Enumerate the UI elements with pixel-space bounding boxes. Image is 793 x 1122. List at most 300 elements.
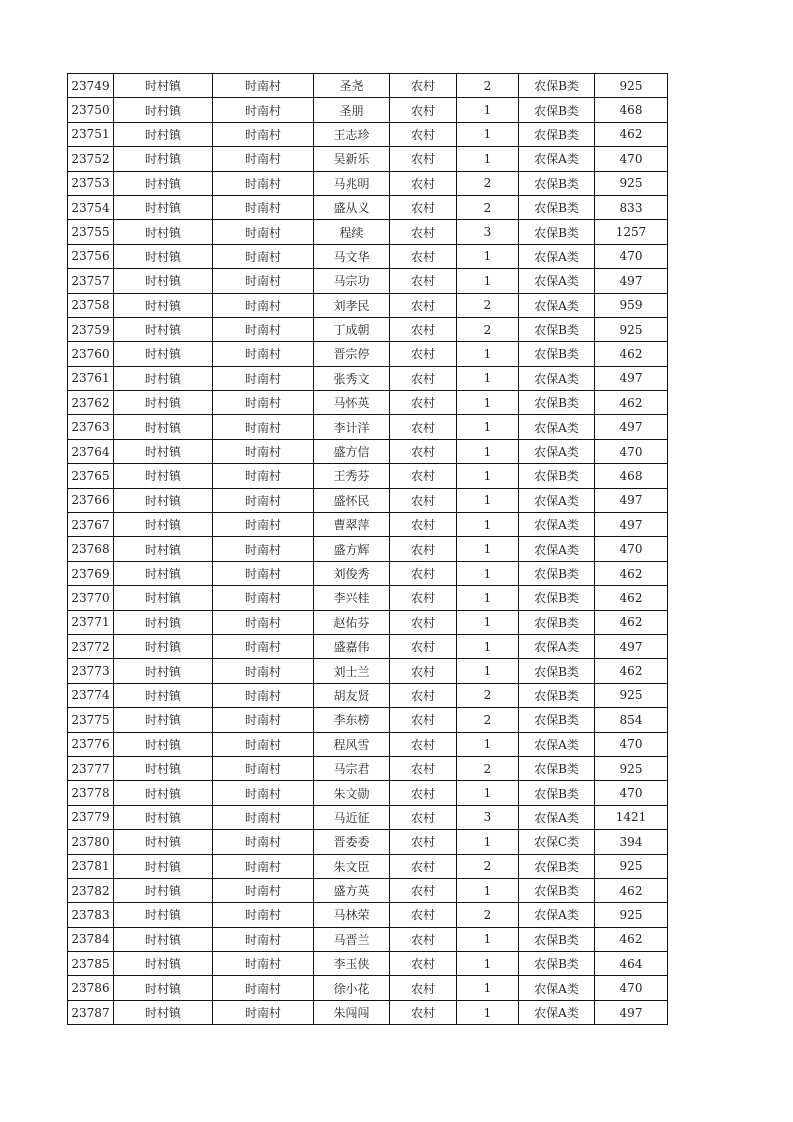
amount-cell: 497 — [595, 366, 668, 390]
person-name-cell: 马宗功 — [314, 269, 390, 293]
amount-cell: 1257 — [595, 220, 668, 244]
amount-cell: 462 — [595, 659, 668, 683]
member-count-cell: 2 — [457, 903, 519, 927]
household-type-cell: 农村 — [390, 976, 457, 1000]
town-cell: 时村镇 — [114, 220, 213, 244]
amount-cell: 497 — [595, 269, 668, 293]
record-id-cell: 23752 — [68, 147, 114, 171]
record-id-cell: 23760 — [68, 342, 114, 366]
town-cell: 时村镇 — [114, 171, 213, 195]
amount-cell: 925 — [595, 854, 668, 878]
person-name-cell: 程续 — [314, 220, 390, 244]
town-cell: 时村镇 — [114, 732, 213, 756]
household-type-cell: 农村 — [390, 122, 457, 146]
member-count-cell: 1 — [457, 513, 519, 537]
household-type-cell: 农村 — [390, 317, 457, 341]
town-cell: 时村镇 — [114, 927, 213, 951]
town-cell: 时村镇 — [114, 244, 213, 268]
town-cell: 时村镇 — [114, 391, 213, 415]
record-id-cell: 23765 — [68, 464, 114, 488]
table-row — [68, 976, 668, 1000]
member-count-cell: 2 — [457, 708, 519, 732]
town-cell: 时村镇 — [114, 74, 213, 98]
member-count-cell: 1 — [457, 878, 519, 902]
amount-cell: 470 — [595, 781, 668, 805]
insurance-category-cell: 农保B类 — [519, 708, 595, 732]
record-id-cell: 23780 — [68, 830, 114, 854]
insurance-category-cell: 农保A类 — [519, 805, 595, 829]
member-count-cell: 1 — [457, 439, 519, 463]
record-id-cell: 23778 — [68, 781, 114, 805]
household-type-cell: 农村 — [390, 537, 457, 561]
village-cell: 时南村 — [213, 708, 314, 732]
insurance-category-cell: 农保B类 — [519, 317, 595, 341]
record-id-cell: 23769 — [68, 561, 114, 585]
town-cell: 时村镇 — [114, 634, 213, 658]
member-count-cell: 1 — [457, 391, 519, 415]
table-row — [68, 952, 668, 976]
household-type-cell: 农村 — [390, 98, 457, 122]
village-cell: 时南村 — [213, 513, 314, 537]
person-name-cell: 徐小花 — [314, 976, 390, 1000]
household-type-cell: 农村 — [390, 171, 457, 195]
person-name-cell: 赵佑芬 — [314, 610, 390, 634]
member-count-cell: 1 — [457, 634, 519, 658]
town-cell: 时村镇 — [114, 147, 213, 171]
household-type-cell: 农村 — [390, 366, 457, 390]
insurance-category-cell: 农保A类 — [519, 732, 595, 756]
member-count-cell: 2 — [457, 756, 519, 780]
table-row — [68, 171, 668, 195]
record-id-cell: 23787 — [68, 1000, 114, 1024]
town-cell: 时村镇 — [114, 561, 213, 585]
table-row — [68, 147, 668, 171]
household-type-cell: 农村 — [390, 488, 457, 512]
village-cell: 时南村 — [213, 220, 314, 244]
village-cell: 时南村 — [213, 464, 314, 488]
town-cell: 时村镇 — [114, 708, 213, 732]
record-id-cell: 23777 — [68, 756, 114, 780]
amount-cell: 925 — [595, 903, 668, 927]
town-cell: 时村镇 — [114, 952, 213, 976]
insurance-category-cell: 农保B类 — [519, 74, 595, 98]
household-type-cell: 农村 — [390, 878, 457, 902]
amount-cell: 925 — [595, 683, 668, 707]
household-type-cell: 农村 — [390, 195, 457, 219]
village-cell: 时南村 — [213, 415, 314, 439]
record-id-cell: 23762 — [68, 391, 114, 415]
household-type-cell: 农村 — [390, 781, 457, 805]
person-name-cell: 朱文臣 — [314, 854, 390, 878]
person-name-cell: 程风雪 — [314, 732, 390, 756]
household-type-cell: 农村 — [390, 659, 457, 683]
member-count-cell: 1 — [457, 269, 519, 293]
table-row — [68, 391, 668, 415]
town-cell: 时村镇 — [114, 415, 213, 439]
town-cell: 时村镇 — [114, 659, 213, 683]
amount-cell: 462 — [595, 342, 668, 366]
town-cell: 时村镇 — [114, 293, 213, 317]
person-name-cell: 马林荣 — [314, 903, 390, 927]
table-row — [68, 708, 668, 732]
person-name-cell: 王志珍 — [314, 122, 390, 146]
household-type-cell: 农村 — [390, 561, 457, 585]
insurance-category-cell: 农保A类 — [519, 439, 595, 463]
record-id-cell: 23786 — [68, 976, 114, 1000]
insurance-category-cell: 农保B类 — [519, 878, 595, 902]
person-name-cell: 晋委委 — [314, 830, 390, 854]
record-id-cell: 23774 — [68, 683, 114, 707]
member-count-cell: 3 — [457, 220, 519, 244]
village-cell: 时南村 — [213, 732, 314, 756]
village-cell: 时南村 — [213, 903, 314, 927]
village-cell: 时南村 — [213, 756, 314, 780]
table-row — [68, 98, 668, 122]
household-type-cell: 农村 — [390, 805, 457, 829]
household-type-cell: 农村 — [390, 927, 457, 951]
table-row — [68, 342, 668, 366]
village-cell: 时南村 — [213, 830, 314, 854]
table-row — [68, 366, 668, 390]
amount-cell: 462 — [595, 561, 668, 585]
household-type-cell: 农村 — [390, 391, 457, 415]
person-name-cell: 张秀文 — [314, 366, 390, 390]
records-table-body — [68, 74, 668, 1025]
record-id-cell: 23772 — [68, 634, 114, 658]
member-count-cell: 2 — [457, 195, 519, 219]
record-id-cell: 23784 — [68, 927, 114, 951]
member-count-cell: 1 — [457, 488, 519, 512]
record-id-cell: 23766 — [68, 488, 114, 512]
town-cell: 时村镇 — [114, 1000, 213, 1024]
insurance-category-cell: 农保C类 — [519, 830, 595, 854]
insurance-category-cell: 农保B类 — [519, 610, 595, 634]
village-cell: 时南村 — [213, 634, 314, 658]
amount-cell: 468 — [595, 98, 668, 122]
table-row — [68, 488, 668, 512]
amount-cell: 470 — [595, 976, 668, 1000]
person-name-cell: 王秀芬 — [314, 464, 390, 488]
member-count-cell: 1 — [457, 781, 519, 805]
amount-cell: 462 — [595, 878, 668, 902]
amount-cell: 497 — [595, 415, 668, 439]
amount-cell: 470 — [595, 244, 668, 268]
person-name-cell: 盛方英 — [314, 878, 390, 902]
record-id-cell: 23781 — [68, 854, 114, 878]
amount-cell: 925 — [595, 74, 668, 98]
amount-cell: 1421 — [595, 805, 668, 829]
person-name-cell: 李兴桂 — [314, 586, 390, 610]
household-type-cell: 农村 — [390, 415, 457, 439]
member-count-cell: 1 — [457, 1000, 519, 1024]
member-count-cell: 2 — [457, 683, 519, 707]
table-row — [68, 317, 668, 341]
person-name-cell: 李玉侠 — [314, 952, 390, 976]
member-count-cell: 1 — [457, 561, 519, 585]
amount-cell: 497 — [595, 1000, 668, 1024]
person-name-cell: 刘俊秀 — [314, 561, 390, 585]
amount-cell: 497 — [595, 513, 668, 537]
record-id-cell: 23770 — [68, 586, 114, 610]
person-name-cell: 马怀英 — [314, 391, 390, 415]
amount-cell: 462 — [595, 122, 668, 146]
amount-cell: 462 — [595, 586, 668, 610]
village-cell: 时南村 — [213, 98, 314, 122]
member-count-cell: 1 — [457, 342, 519, 366]
village-cell: 时南村 — [213, 269, 314, 293]
table-row — [68, 195, 668, 219]
table-row — [68, 732, 668, 756]
household-type-cell: 农村 — [390, 147, 457, 171]
table-row — [68, 513, 668, 537]
insurance-category-cell: 农保A类 — [519, 415, 595, 439]
person-name-cell: 晋宗停 — [314, 342, 390, 366]
table-row — [68, 244, 668, 268]
amount-cell: 854 — [595, 708, 668, 732]
insurance-category-cell: 农保B类 — [519, 220, 595, 244]
household-type-cell: 农村 — [390, 244, 457, 268]
village-cell: 时南村 — [213, 171, 314, 195]
insurance-category-cell: 农保A类 — [519, 903, 595, 927]
person-name-cell: 圣朋 — [314, 98, 390, 122]
person-name-cell: 马近征 — [314, 805, 390, 829]
member-count-cell: 1 — [457, 830, 519, 854]
insurance-category-cell: 农保A类 — [519, 488, 595, 512]
record-id-cell: 23779 — [68, 805, 114, 829]
town-cell: 时村镇 — [114, 903, 213, 927]
village-cell: 时南村 — [213, 342, 314, 366]
village-cell: 时南村 — [213, 293, 314, 317]
town-cell: 时村镇 — [114, 683, 213, 707]
record-id-cell: 23768 — [68, 537, 114, 561]
insurance-category-cell: 农保B类 — [519, 854, 595, 878]
person-name-cell: 盛方辉 — [314, 537, 390, 561]
person-name-cell: 朱闯闯 — [314, 1000, 390, 1024]
record-id-cell: 23757 — [68, 269, 114, 293]
record-id-cell: 23751 — [68, 122, 114, 146]
table-row — [68, 805, 668, 829]
village-cell: 时南村 — [213, 74, 314, 98]
insurance-category-cell: 农保A类 — [519, 1000, 595, 1024]
amount-cell: 394 — [595, 830, 668, 854]
member-count-cell: 1 — [457, 586, 519, 610]
amount-cell: 925 — [595, 171, 668, 195]
record-id-cell: 23773 — [68, 659, 114, 683]
table-row — [68, 659, 668, 683]
household-type-cell: 农村 — [390, 1000, 457, 1024]
person-name-cell: 盛怀民 — [314, 488, 390, 512]
person-name-cell: 吴新乐 — [314, 147, 390, 171]
village-cell: 时南村 — [213, 805, 314, 829]
household-type-cell: 农村 — [390, 634, 457, 658]
record-id-cell: 23783 — [68, 903, 114, 927]
town-cell: 时村镇 — [114, 195, 213, 219]
household-type-cell: 农村 — [390, 74, 457, 98]
household-type-cell: 农村 — [390, 756, 457, 780]
town-cell: 时村镇 — [114, 269, 213, 293]
town-cell: 时村镇 — [114, 342, 213, 366]
table-row — [68, 293, 668, 317]
village-cell: 时南村 — [213, 586, 314, 610]
household-type-cell: 农村 — [390, 513, 457, 537]
household-type-cell: 农村 — [390, 854, 457, 878]
amount-cell: 464 — [595, 952, 668, 976]
village-cell: 时南村 — [213, 878, 314, 902]
amount-cell: 470 — [595, 732, 668, 756]
amount-cell: 470 — [595, 537, 668, 561]
amount-cell: 497 — [595, 634, 668, 658]
amount-cell: 925 — [595, 317, 668, 341]
household-type-cell: 农村 — [390, 732, 457, 756]
table-row — [68, 878, 668, 902]
record-id-cell: 23758 — [68, 293, 114, 317]
amount-cell: 468 — [595, 464, 668, 488]
amount-cell: 833 — [595, 195, 668, 219]
town-cell: 时村镇 — [114, 464, 213, 488]
town-cell: 时村镇 — [114, 586, 213, 610]
member-count-cell: 2 — [457, 854, 519, 878]
town-cell: 时村镇 — [114, 781, 213, 805]
household-type-cell: 农村 — [390, 952, 457, 976]
record-id-cell: 23750 — [68, 98, 114, 122]
person-name-cell: 刘士兰 — [314, 659, 390, 683]
town-cell: 时村镇 — [114, 805, 213, 829]
member-count-cell: 1 — [457, 927, 519, 951]
table-row — [68, 561, 668, 585]
table-row — [68, 830, 668, 854]
amount-cell: 959 — [595, 293, 668, 317]
village-cell: 时南村 — [213, 244, 314, 268]
table-row — [68, 781, 668, 805]
insurance-category-cell: 农保B类 — [519, 391, 595, 415]
amount-cell: 470 — [595, 147, 668, 171]
amount-cell: 462 — [595, 391, 668, 415]
table-row — [68, 464, 668, 488]
household-type-cell: 农村 — [390, 903, 457, 927]
amount-cell: 462 — [595, 610, 668, 634]
amount-cell: 925 — [595, 756, 668, 780]
table-row — [68, 586, 668, 610]
person-name-cell: 圣尧 — [314, 74, 390, 98]
insurance-category-cell: 农保A类 — [519, 976, 595, 1000]
village-cell: 时南村 — [213, 1000, 314, 1024]
record-id-cell: 23755 — [68, 220, 114, 244]
village-cell: 时南村 — [213, 854, 314, 878]
village-cell: 时南村 — [213, 537, 314, 561]
table-row — [68, 269, 668, 293]
record-id-cell: 23763 — [68, 415, 114, 439]
table-row — [68, 415, 668, 439]
person-name-cell: 马宗君 — [314, 756, 390, 780]
table-row — [68, 74, 668, 98]
record-id-cell: 23764 — [68, 439, 114, 463]
insurance-category-cell: 农保B类 — [519, 781, 595, 805]
record-id-cell: 23771 — [68, 610, 114, 634]
household-type-cell: 农村 — [390, 708, 457, 732]
amount-cell: 470 — [595, 439, 668, 463]
town-cell: 时村镇 — [114, 756, 213, 780]
table-row — [68, 439, 668, 463]
person-name-cell: 盛嘉伟 — [314, 634, 390, 658]
member-count-cell: 1 — [457, 537, 519, 561]
person-name-cell: 李计洋 — [314, 415, 390, 439]
person-name-cell: 马兆明 — [314, 171, 390, 195]
insurance-category-cell: 农保B类 — [519, 464, 595, 488]
member-count-cell: 2 — [457, 317, 519, 341]
member-count-cell: 2 — [457, 74, 519, 98]
insurance-category-cell: 农保A类 — [519, 634, 595, 658]
record-id-cell: 23767 — [68, 513, 114, 537]
table-row — [68, 756, 668, 780]
insurance-category-cell: 农保B类 — [519, 586, 595, 610]
person-name-cell: 马晋兰 — [314, 927, 390, 951]
person-name-cell: 胡友贤 — [314, 683, 390, 707]
record-id-cell: 23761 — [68, 366, 114, 390]
insurance-category-cell: 农保B类 — [519, 683, 595, 707]
town-cell: 时村镇 — [114, 854, 213, 878]
insurance-category-cell: 农保B类 — [519, 342, 595, 366]
village-cell: 时南村 — [213, 317, 314, 341]
record-id-cell: 23782 — [68, 878, 114, 902]
records-table — [67, 73, 668, 1025]
member-count-cell: 2 — [457, 171, 519, 195]
household-type-cell: 农村 — [390, 464, 457, 488]
person-name-cell: 曹翠萍 — [314, 513, 390, 537]
record-id-cell: 23759 — [68, 317, 114, 341]
record-id-cell: 23785 — [68, 952, 114, 976]
town-cell: 时村镇 — [114, 366, 213, 390]
insurance-category-cell: 农保B类 — [519, 122, 595, 146]
household-type-cell: 农村 — [390, 439, 457, 463]
insurance-category-cell: 农保B类 — [519, 98, 595, 122]
member-count-cell: 1 — [457, 464, 519, 488]
insurance-category-cell: 农保B类 — [519, 927, 595, 951]
village-cell: 时南村 — [213, 952, 314, 976]
table-row — [68, 537, 668, 561]
town-cell: 时村镇 — [114, 317, 213, 341]
record-id-cell: 23749 — [68, 74, 114, 98]
record-id-cell: 23776 — [68, 732, 114, 756]
table-row — [68, 122, 668, 146]
member-count-cell: 1 — [457, 122, 519, 146]
village-cell: 时南村 — [213, 927, 314, 951]
town-cell: 时村镇 — [114, 513, 213, 537]
village-cell: 时南村 — [213, 976, 314, 1000]
insurance-category-cell: 农保A类 — [519, 537, 595, 561]
table-row — [68, 634, 668, 658]
town-cell: 时村镇 — [114, 610, 213, 634]
member-count-cell: 2 — [457, 293, 519, 317]
table-row — [68, 610, 668, 634]
household-type-cell: 农村 — [390, 220, 457, 244]
village-cell: 时南村 — [213, 122, 314, 146]
record-id-cell: 23754 — [68, 195, 114, 219]
insurance-category-cell: 农保A类 — [519, 244, 595, 268]
person-name-cell: 马文华 — [314, 244, 390, 268]
member-count-cell: 3 — [457, 805, 519, 829]
insurance-category-cell: 农保A类 — [519, 366, 595, 390]
village-cell: 时南村 — [213, 781, 314, 805]
household-type-cell: 农村 — [390, 342, 457, 366]
village-cell: 时南村 — [213, 439, 314, 463]
record-id-cell: 23775 — [68, 708, 114, 732]
table-row — [68, 220, 668, 244]
household-type-cell: 农村 — [390, 830, 457, 854]
town-cell: 时村镇 — [114, 439, 213, 463]
member-count-cell: 1 — [457, 147, 519, 171]
person-name-cell: 刘孝民 — [314, 293, 390, 317]
member-count-cell: 1 — [457, 415, 519, 439]
